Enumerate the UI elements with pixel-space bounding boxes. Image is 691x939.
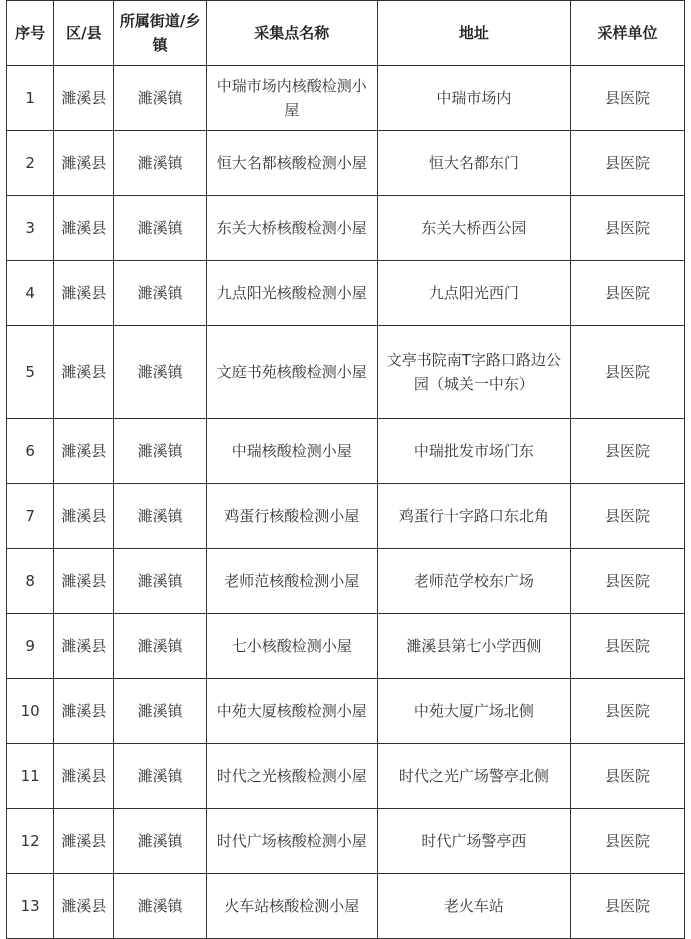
- cell-site-name: 七小核酸检测小屋: [206, 614, 377, 679]
- cell-address: 鸡蛋行十字路口东北角: [377, 484, 570, 549]
- cell-seq: 7: [7, 484, 54, 549]
- sampling-sites-table: [6, 0, 685, 939]
- cell-district: 濉溪县: [54, 614, 114, 679]
- cell-address: 时代之光广场警亭北侧: [377, 744, 570, 809]
- cell-unit: 县医院: [571, 744, 685, 809]
- header-address: 地址: [377, 1, 570, 66]
- cell-unit: 县医院: [571, 874, 685, 939]
- cell-district: 濉溪县: [54, 874, 114, 939]
- header-street: 所属街道/乡镇: [114, 1, 206, 66]
- cell-district: 濉溪县: [54, 261, 114, 326]
- cell-district: 濉溪县: [54, 196, 114, 261]
- cell-unit: 县医院: [571, 809, 685, 874]
- cell-district: 濉溪县: [54, 549, 114, 614]
- cell-street: 濉溪镇: [114, 326, 206, 419]
- header-site-name: 采集点名称: [206, 1, 377, 66]
- table-row: [7, 614, 685, 679]
- cell-seq: 8: [7, 549, 54, 614]
- cell-unit: 县医院: [571, 419, 685, 484]
- cell-site-name: 九点阳光核酸检测小屋: [206, 261, 377, 326]
- cell-site-name: 文庭书苑核酸检测小屋: [206, 326, 377, 419]
- table-row: [7, 66, 685, 131]
- cell-site-name: 时代广场核酸检测小屋: [206, 809, 377, 874]
- cell-unit: 县医院: [571, 484, 685, 549]
- cell-street: 濉溪镇: [114, 549, 206, 614]
- cell-seq: 13: [7, 874, 54, 939]
- cell-seq: 3: [7, 196, 54, 261]
- header-unit: 采样单位: [571, 1, 685, 66]
- cell-district: 濉溪县: [54, 131, 114, 196]
- table-row: [7, 874, 685, 939]
- table-row: [7, 484, 685, 549]
- cell-district: 濉溪县: [54, 679, 114, 744]
- cell-street: 濉溪镇: [114, 131, 206, 196]
- table-row: [7, 744, 685, 809]
- table-row: [7, 679, 685, 744]
- cell-site-name: 中苑大厦核酸检测小屋: [206, 679, 377, 744]
- cell-district: 濉溪县: [54, 744, 114, 809]
- cell-street: 濉溪镇: [114, 809, 206, 874]
- cell-seq: 6: [7, 419, 54, 484]
- cell-site-name: 鸡蛋行核酸检测小屋: [206, 484, 377, 549]
- cell-address: 老师范学校东广场: [377, 549, 570, 614]
- table-row: [7, 131, 685, 196]
- cell-address: 恒大名都东门: [377, 131, 570, 196]
- table-row: [7, 261, 685, 326]
- table-row: [7, 419, 685, 484]
- table-row: [7, 809, 685, 874]
- header-seq: 序号: [7, 1, 54, 66]
- cell-seq: 11: [7, 744, 54, 809]
- cell-site-name: 中瑞核酸检测小屋: [206, 419, 377, 484]
- cell-address: 中瑞市场内: [377, 66, 570, 131]
- cell-site-name: 中瑞市场内核酸检测小屋: [206, 66, 377, 131]
- cell-district: 濉溪县: [54, 66, 114, 131]
- cell-unit: 县医院: [571, 131, 685, 196]
- cell-unit: 县医院: [571, 326, 685, 419]
- cell-district: 濉溪县: [54, 484, 114, 549]
- cell-site-name: 火车站核酸检测小屋: [206, 874, 377, 939]
- cell-district: 濉溪县: [54, 419, 114, 484]
- cell-seq: 5: [7, 326, 54, 419]
- cell-street: 濉溪镇: [114, 66, 206, 131]
- cell-street: 濉溪镇: [114, 261, 206, 326]
- cell-site-name: 时代之光核酸检测小屋: [206, 744, 377, 809]
- cell-seq: 10: [7, 679, 54, 744]
- cell-seq: 1: [7, 66, 54, 131]
- cell-address: 中苑大厦广场北侧: [377, 679, 570, 744]
- cell-address: 濉溪县第七小学西侧: [377, 614, 570, 679]
- cell-district: 濉溪县: [54, 326, 114, 419]
- cell-street: 濉溪镇: [114, 614, 206, 679]
- cell-unit: 县医院: [571, 549, 685, 614]
- cell-address: 东关大桥西公园: [377, 196, 570, 261]
- cell-street: 濉溪镇: [114, 874, 206, 939]
- cell-address: 文亭书院南T字路口路边公园（城关一中东）: [377, 326, 570, 419]
- cell-street: 濉溪镇: [114, 679, 206, 744]
- cell-site-name: 老师范核酸检测小屋: [206, 549, 377, 614]
- cell-unit: 县医院: [571, 196, 685, 261]
- cell-unit: 县医院: [571, 614, 685, 679]
- cell-address: 中瑞批发市场门东: [377, 419, 570, 484]
- cell-street: 濉溪镇: [114, 744, 206, 809]
- cell-street: 濉溪镇: [114, 196, 206, 261]
- cell-site-name: 东关大桥核酸检测小屋: [206, 196, 377, 261]
- cell-seq: 9: [7, 614, 54, 679]
- cell-address: 老火车站: [377, 874, 570, 939]
- table-row: [7, 326, 685, 419]
- table-row: [7, 549, 685, 614]
- cell-unit: 县医院: [571, 66, 685, 131]
- cell-seq: 2: [7, 131, 54, 196]
- cell-address: 九点阳光西门: [377, 261, 570, 326]
- cell-site-name: 恒大名都核酸检测小屋: [206, 131, 377, 196]
- cell-seq: 12: [7, 809, 54, 874]
- cell-district: 濉溪县: [54, 809, 114, 874]
- table-row: [7, 196, 685, 261]
- header-row: [7, 1, 685, 66]
- cell-unit: 县医院: [571, 261, 685, 326]
- cell-unit: 县医院: [571, 679, 685, 744]
- cell-address: 时代广场警亭西: [377, 809, 570, 874]
- cell-street: 濉溪镇: [114, 484, 206, 549]
- cell-street: 濉溪镇: [114, 419, 206, 484]
- cell-seq: 4: [7, 261, 54, 326]
- header-district: 区/县: [54, 1, 114, 66]
